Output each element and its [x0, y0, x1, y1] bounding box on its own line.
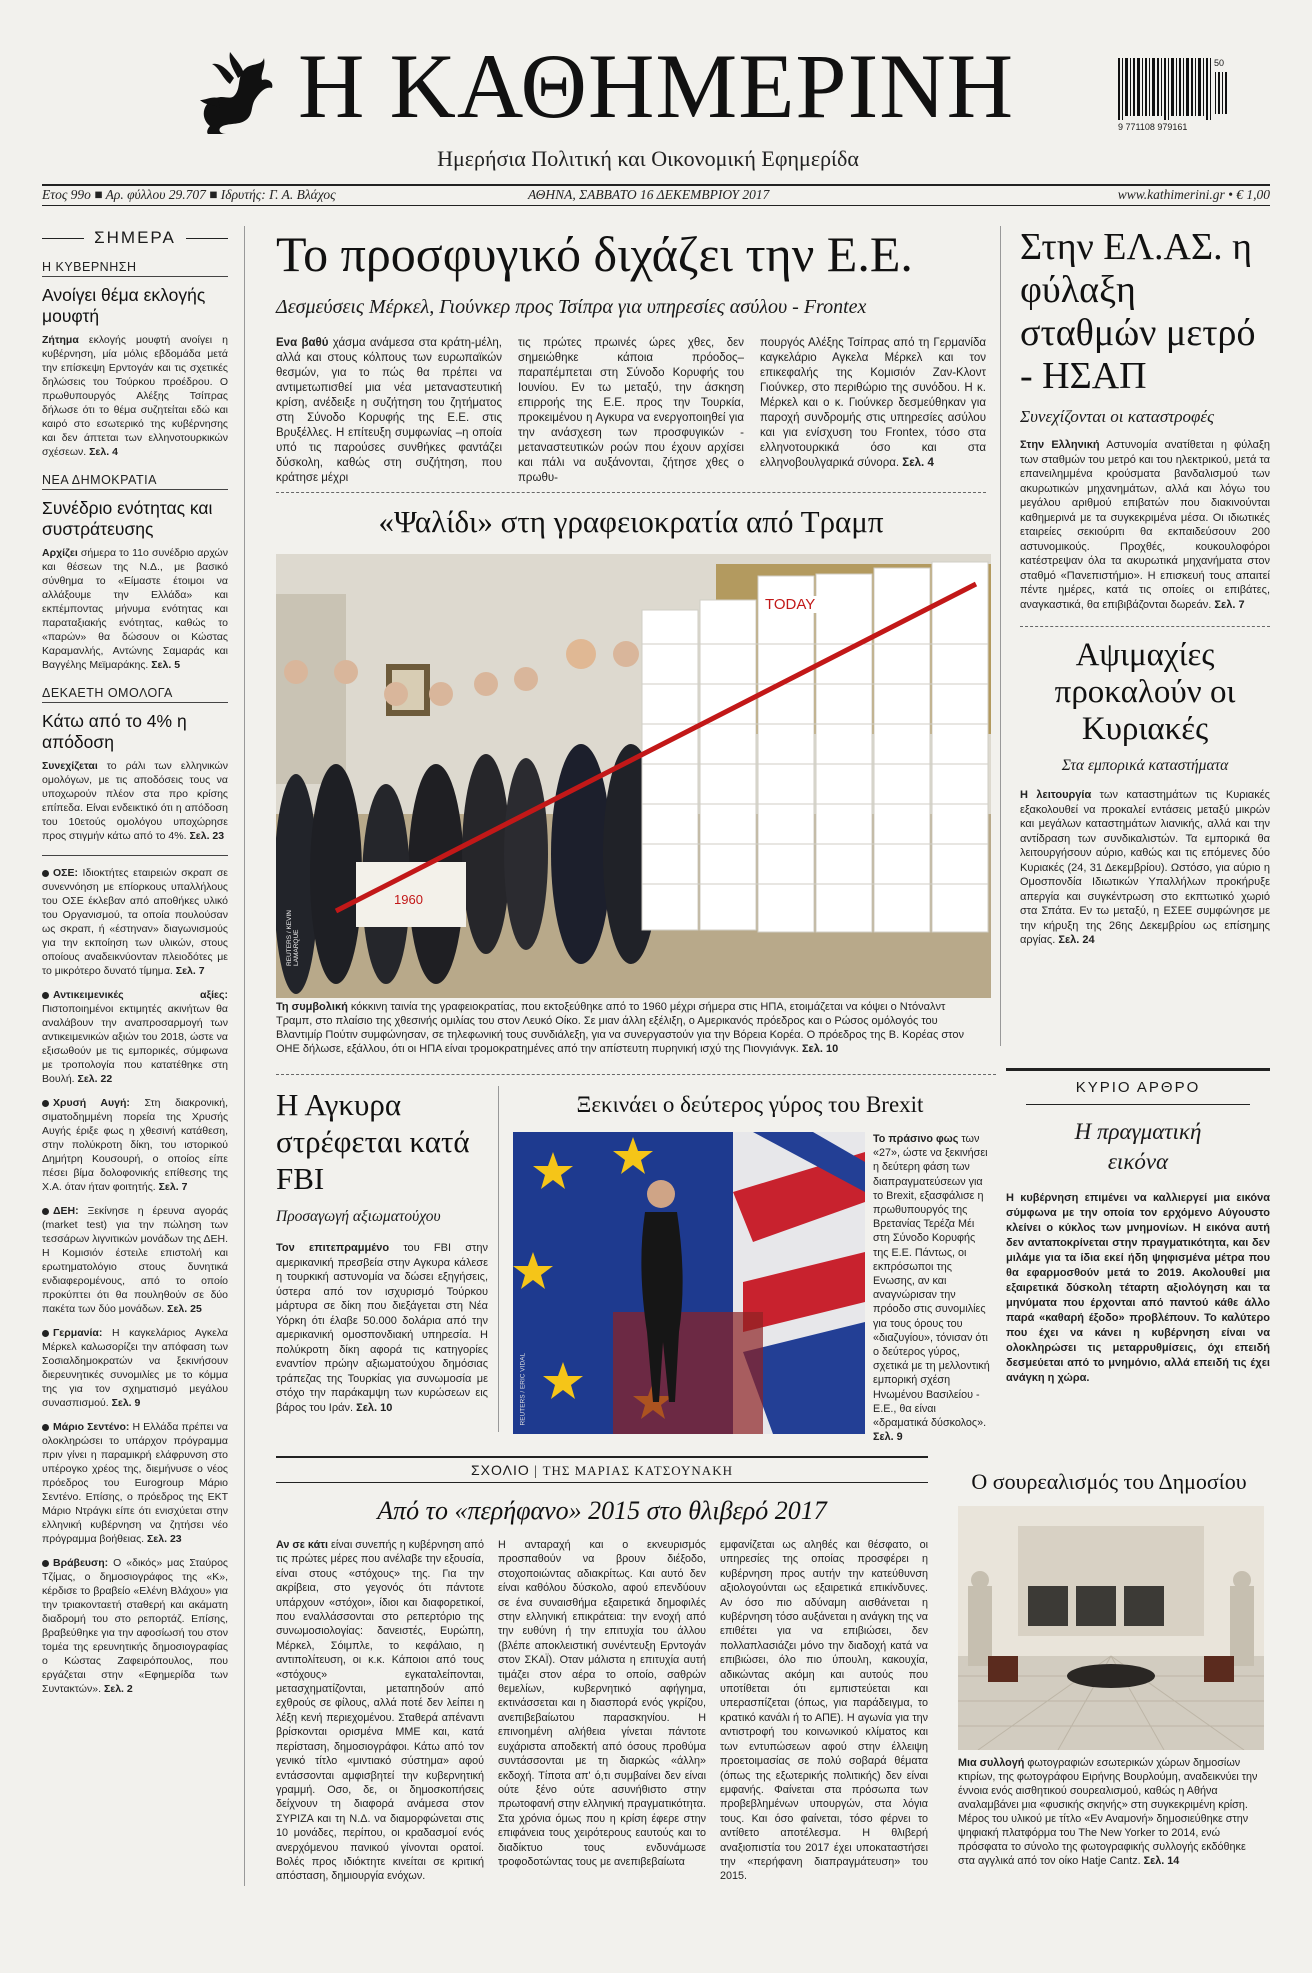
masthead-title: Η ΚΑΘΗΜΕΡΙΝΗ	[298, 35, 1015, 137]
brief-item[interactable]	[42, 988, 228, 1086]
comment-column	[498, 1538, 706, 1884]
sidebar-item[interactable]	[42, 686, 228, 843]
page-ref[interactable]: Σελ. 9	[873, 1431, 903, 1444]
brexit-lead: Το πράσινο φως	[873, 1133, 959, 1145]
ankara-lead: Τον επιτεπραμμένο	[276, 1242, 390, 1254]
sidebar-item-lead: Ζήτημα	[42, 334, 79, 346]
comment-lead: Αν σε κάτι	[276, 1539, 329, 1551]
bullet-icon	[42, 992, 49, 999]
page-ref[interactable]: Σελ. 25	[167, 1303, 202, 1315]
brief-text: Ιδιοκτήτες εταιρειών σκραπ σε συνεννόηση με επίορκους υπαλλήλους του ΟΣΕ έκλεβαν από αποθήκες υλικό του Οργανισμού, τα οποία πουλούσαν ως σκραπ, ή «έστηναν» διαγωνισμούς για την εκποίηση των υλικών, στους οποίους αναδεικνύονταν πλειοδότες με το μικρότερο δυνατό τίμημα.	[42, 867, 228, 977]
surrealism-photo-image	[958, 1506, 1264, 1750]
brexit-body: των «27», ώστε να ξεκινήσει η δεύτερη φάση των διαπραγματεύσεων για το Brexit, εξασφάλισε η πρωθυπουργός της Βρετανίας Τερέζα Μέι στη Σύνοδο Κορυφής της Ε.Ε. Πάντως, οι εκπρόσωποι της Ενωσης, αν και αναγνώρισαν την πρόοδο στις συνομιλίες για τους όρους του «διαζυγίου», τόνισαν ότι ο δεύτερος γύρος, σχετικά με τη μελλοντική εμπορική σχέση Ηνωμένου Βασιλείου - Ε.Ε., θα είναι «δραματικά δύσκολος».	[873, 1133, 990, 1430]
barcode-icon	[1118, 58, 1228, 124]
lead-headline[interactable]: Το προσφυγικό διχάζει την Ε.Ε.	[276, 226, 913, 282]
brief-lead: ΔΕΗ:	[53, 1205, 79, 1217]
page-ref[interactable]: Σελ. 4	[89, 446, 118, 458]
stack-label-1960: 1960	[394, 892, 423, 907]
brief-item[interactable]	[42, 1204, 228, 1316]
surrealism-photo[interactable]	[958, 1506, 1264, 1750]
brief-item[interactable]	[42, 1096, 228, 1194]
metro-body: Αστυνομία ανατίθεται η φύλαξη των σταθμών του μετρό και του ηλεκτρικού, μετά τα επανειλημμένα κρούσματα βανδαλισμού των ακυρωτικών μηχανημάτων, αλλά και λόγω του μεγάλου αριθμού επιβατών που διακινούνται καθημερινά με τα συγκεκριμένα μέσα. Οι ιδιωτικές εταιρείες σεκιούριτι θα εκπαιδεύσουν 200 αστυνομικούς. Προχθές, κουκουλοφόροι κατέστρεψαν όλα τα ακυρωτικά μηχανήματα στον σταθμό «Πανεπιστήμιο». Η επισκευή τους απαιτεί πέντε ημέρες, κατά τις οποίες οι επιβάτες, αναγκαστικά, θα επιβιβάζονται δωρεάν.	[1020, 439, 1270, 611]
comment-label: ΣΧΟΛΙΟ	[471, 1462, 530, 1478]
page-ref[interactable]: Σελ. 24	[1058, 934, 1095, 946]
masthead	[0, 0, 1312, 205]
comment-column	[720, 1538, 928, 1884]
brief-lead: Χρυσή Αυγή:	[53, 1097, 130, 1109]
brief-text: Ο «δικός» μας Σταύρος Τζίμας, ο δημοσιογράφος της «Κ», κέρδισε το βραβείο «Ελένη Βλάχου» για την τριακονταετή σταθερή και ακάματη διαδρομή του στο ρεπορτάζ. Επίσης, βραβεύθηκε για την αφοσίωσή του στον τομέα της ερευνητικής δημοσιογραφίας ο Κώστας Ζαφειρόπουλος, που εργάζεται στην «Εφημερίδα των Συντακτών».	[42, 1557, 228, 1695]
comment-author: ΤΗΣ ΜΑΡΙΑΣ ΚΑΤΣΟΥΝΑΚΗ	[542, 1463, 733, 1478]
bullet-icon	[42, 1424, 49, 1431]
brief-lead: Αντικειμενικές αξίες:	[53, 989, 228, 1001]
page-ref[interactable]: Σελ. 23	[146, 1533, 182, 1545]
surrealism-caption	[958, 1756, 1264, 1868]
metro-lead: Στην Ελληνική	[1020, 439, 1100, 451]
barcode	[1118, 58, 1236, 134]
lead-column	[276, 336, 502, 486]
page-ref[interactable]: Σελ. 7	[158, 1181, 188, 1193]
dateline: Ετος 99ο ■ Αρ. φύλλου 29.707 ■ Ιδρυτής: Γ. Α. Βλάχος ΑΘΗΝΑ, ΣΑΒΒΑΤΟ 16 ΔΕΚΕΜΒΡΙΟΥ 2017 www.kathimerini.gr • € 1,00	[42, 187, 1270, 202]
bullet-icon	[42, 1208, 49, 1215]
brexit-credit: REUTERS / ERIC VIDAL	[519, 1352, 527, 1426]
page-ref[interactable]: Σελ. 14	[1143, 1855, 1180, 1867]
brief-lead: Μάριο Σεντένο:	[53, 1421, 130, 1433]
caption-text: κόκκινη ταινία της γραφειοκρατίας, που εκτοξεύθηκε από το 1960 μέχρι σήμερα στις ΗΠΑ, ετοιμάζεται να κόψει ο Ντόναλντ Τραμπ, στο πλαίσιο της χθεσινής ομιλίας του στον Λευκό Οίκο. Σε μιαν άλλη εξέλιξη, ο Αμερικανός πρόεδρος και ο Ρώσος ομόλογός του Βλαντιμίρ Πούτιν συμφώνησαν, σε τηλεφωνική τους συνδιάλεξη, για να συνεργαστούν για την Βόρεια Κορέα. Ο πρόεδρος της Β. Κορέας στον ΟΗΕ δήλωσε, εξάλλου, ότι οι ΗΠΑ είναι τρομοκρατημένες από την απίστευτη πυρηνική ισχύ της Πιονγιάνγκ.	[276, 1001, 964, 1055]
sidebar-item-kicker: ΝΕΑ ΔΗΜΟΚΡΑΤΙΑ	[42, 473, 228, 490]
website-link[interactable]: www.kathimerini.gr	[1117, 187, 1225, 202]
sidebar-item-title[interactable]: Συνέδριο ενότητας και συστράτευσης	[42, 498, 213, 539]
comment-header: ΣΧΟΛΙΟ | ΤΗΣ ΜΑΡΙΑΣ ΚΑΤΣΟΥΝΑΚΗ	[471, 1462, 733, 1479]
lead-col-text: τις πρώτες πρωινές ώρες χθες, δεν σημειώθηκε κάποια πρόοδος– παραπέμπεται στη Σύνοδο Κορυφής του Ιουνίου. Εν τω μεταξύ, την άσκηση επιρροής της Ε.Ε. προς την Τουρκία, προκειμένου η Αγκυρα να ενεργοποιηθεί για την ανάσχεση των προσφυγικών - μεταναστευτικών ροών που έχουν αρχίσει και πάλι να αυξάνονται, ζήτησε χθες ο πρωθυ-	[518, 337, 744, 484]
ankara-headline[interactable]: Η Αγκυρα στρέφεται κατά FBI	[276, 1087, 470, 1196]
brief-text: Η καγκελάριος Αγκελα Μέρκελ καλωσορίζει την απόφαση των Σοσιαλδημοκρατών να ξεκινήσουν διερευνητικές συνομιλίες με το κόμμα της για τον σχηματισμό μεγάλου συνασπισμού.	[42, 1327, 228, 1409]
page-ref[interactable]: Σελ. 2	[103, 1683, 133, 1695]
barcode-issue: 50	[1214, 58, 1225, 68]
sundays-body: των καταστημάτων τις Κυριακές εξακολουθεί να προκαλεί εντάσεις μεταξύ μικρών και μεγάλων καταστημάτων λιανικής, αλλά και την αντίδραση των συνδικαλιστών. Τα εμπορικά θα λειτουργήσουν αύριο, καθώς και τις επόμενες δύο Κυριακές (24, 31 Δεκεμβρίου). Ωστόσο, για αύριο η Ομοσπονδία Ιδιωτικών Υπαλλήλων προκήρυξε απεργία και συγκέντρωση στο εκπτωτικό χωριό στα Σπάτα. Εν τω μεταξύ, η ΕΣΕΕ συμφώνησε με την κήρυξη της 26ης Δεκεμβρίου ως επίσημης αργίας.	[1020, 789, 1270, 946]
brief-text: Ξεκίνησε η έρευνα αγοράς (market test) για την πώληση των τεσσάρων λιγνιτικών μονάδων της ΔΕΗ. Η Κομισιόν έστειλε επιστολή και ερωτηματολόγιο στους δυνητικά ενδιαφερομένους, από το οποίο προκύπτει ότι θα πουληθούν σε δύο πακέτα των δύο μονάδων.	[42, 1205, 228, 1315]
sidebar-item-text: σήμερα το 11ο συνέδριο αρχών και θέσεων της Ν.Δ., με βασικό σύνθημα το «Είμαστε έτοιμοι να αλλάξουμε την Ελλάδα» και εκπέμποντας μήνυμα ενότητας και παραταξιακής ενότητας, καθώς το «παρών» θα δώσουν οι Κώστας Καραμανλής, Αντώνης Σαμαράς και Βαγγέλης Μεϊμαράκης.	[42, 547, 228, 671]
issue-number: Αρ. φύλλου 29.707	[105, 187, 206, 202]
page-ref[interactable]: Σελ. 23	[189, 830, 225, 842]
trump-photo[interactable]	[276, 554, 991, 998]
page-ref[interactable]: Σελ. 4	[902, 457, 934, 469]
sidebar-briefs	[42, 866, 228, 1696]
page-ref[interactable]: Σελ. 7	[1214, 598, 1245, 611]
brief-lead: ΟΣΕ:	[53, 867, 78, 879]
brexit-text	[873, 1132, 991, 1444]
brexit-headline[interactable]: Ξεκινάει ο δεύτερος γύρος του Brexit	[576, 1092, 924, 1117]
ankara-text	[276, 1241, 488, 1415]
photo-credit: REUTERS / KEVIN LAMARQUE	[286, 910, 300, 966]
sidebar-title: ΣΗΜΕΡΑ	[84, 228, 186, 248]
founder: Ιδρυτής: Γ. Α. Βλάχος	[220, 187, 336, 202]
surrealism-lead: Μια συλλογή	[958, 1757, 1025, 1769]
photo-caption	[276, 1000, 976, 1056]
brief-lead: Γερμανία:	[53, 1327, 103, 1339]
brief-item[interactable]	[42, 1326, 228, 1410]
editorial-box	[1006, 1068, 1270, 1431]
brief-text: Πιστοποιημένοι εκτιμητές ακινήτων θα αναλάβουν την αναπροσαρμογή των αντικειμενικών αξιών του 2018, ώστε να εξισωθούν με τις εμπορικές, σύμφωνα με τροπολογία που κατατέθηκε στη Βουλή.	[42, 1003, 228, 1085]
brexit-photo-image	[513, 1132, 865, 1434]
ankara-deck: Προσαγωγή αξιωματούχου	[276, 1208, 441, 1225]
comment-text: Η ανταραχή και ο εκνευρισμός προσπαθούν να βρουν διέξοδο, στοχοποιώντας αδιακρίτως. Και αυτό δεν είναι καθόλου δύσκολο, αφού επενδύουν σε ένα συναισθήμα εξαιρετικά δημοφιλές στην ελληνική επικράτεια: την ενοχή από την ευθύνη ή την επιτυχία του άλλου (βλέπε αποκλειστική συνέντευξη Ερντογάν στον ΣΚΑΪ). Οταν μάλιστα η επιτυχία αυτή τιμάζει στον αέρα το οποίο, σαθρών θεμελίων, κυβερνητικό αφήγημα, εκτινάσσεται και η διασπορά ενός γκρίζου, ανεπιβεβαίωτου παρασκηνίου. Η επινοημένη αλήθεια γίνεται πάντοτε ευχάριστα αποδεκτή από όσους προθύμα συντάσσονται με τη διαρκώς «άλλη» εκδοχή. Τίποτα απ' ό,τι συμβαίνει δεν είναι ούτε ξένο ούτε ασυνήθιστο στην πρωτοφανή στην ελληνική πραγματικότητα. Στα χρόνια όμως που η κρίση έφερε στην επιφάνεια τους χειρότερους εαυτούς και το διαδίκτυο τους ενδυνάμωσε τροφοδοτώντας τους με ανεπιβεβαίωτα	[498, 1539, 706, 1868]
sidebar-item-title[interactable]: Κάτω από το 4% η απόδοση	[42, 711, 187, 752]
page-ref[interactable]: Σελ. 10	[356, 1401, 393, 1414]
bullet-icon	[42, 1100, 49, 1107]
ankara-story	[276, 1086, 488, 1415]
ankara-body: του FBI στην αμερικανική πρεσβεία στην Αγκυρα κάλεσε η τουρκική αστυνομία να δώσει εξηγήσεις, ύστερα από τον ισχυρισμό Τούρκου μάρτυρα σε δίκη που διεξάγεται στη Νέα Υόρκη ότι έλαβε 50.000 δολάρια από την αμερικανική ομοσπονδιακή υπηρεσία. Η πολύκροτη δίκη αφορά τις κατηγορίες εναντίον πρώην αξιωματούχου δημόσιας τράπεζας της Τουρκίας για συνωμοσία με στόχο την παράκαμψη των κυρώσεων εις βάρος του Ιράν.	[276, 1242, 489, 1414]
sidebar-item-lead: Συνεχίζεται	[42, 760, 98, 772]
date: ΑΘΗΝΑ, ΣΑΒΒΑΤΟ 16 ΔΕΚΕΜΒΡΙΟΥ 2017	[528, 187, 770, 202]
comment-headline[interactable]: Από το «περήφανο» 2015 στο θλιβερό 2017	[377, 1496, 827, 1525]
year: Ετος 99ο	[42, 187, 91, 202]
trump-photo-image	[276, 554, 991, 998]
sundays-headline[interactable]: Αψιμαχίες προκαλούν οι Κυριακές	[1054, 637, 1236, 747]
page-ref[interactable]: Σελ. 7	[175, 965, 205, 977]
surrealism-headline[interactable]: Ο σουρεαλισμός του Δημοσίου	[971, 1469, 1247, 1494]
page-ref[interactable]: Σελ. 22	[77, 1073, 113, 1085]
brexit-photo[interactable]	[513, 1132, 865, 1434]
lead-story	[276, 226, 986, 496]
sidebar-item[interactable]	[42, 260, 228, 459]
comment-text: εμφανίζεται ως αληθές και θέσφατο, οι υπηρεσίες της οποίας προσφέρει η κυβέρνηση προς αυτήν την κατεύθυνση αξιολογούνται ως εξαιρετικά επικίνδυνες. Αν όσο πιο αδύναμη αισθάνεται η κυβέρνηση τόσο αυξάνεται η ανάγκη της να επιθέτει για να επιβιώσει, δεν πολλαπλασιάζει μόνο την διαδοχή κατά να επιβιώσει, όλο πιο ύπουλη, κακουχία, αδικώντας ακόμη και αυτούς που υποτίθεται ότι εμπιστεύεται και υπερασπίζεται (όπως, για παράδειγμα, το κρατικό κανάλι ή το ΑΠΕ). Η αγωνία για την αντιστροφή του κοινωνικού κλίματος και των εντυπώσεων αφού στην έλλειψη προετοιμασίας σε πολύ σοβαρά θέματα (όπως της εξωτερικής πολιτικής) δεν είναι εμφανής. Φαίνεται στα πρόσωπα των προβεβλημένων υπουργών, στα λόγια τους. Και όσο φαίνεται, τόσο φέρνει το αντίθετο αποτέλεσμα. Η θλιβερή αναξιοπιστία του 2017 έχει υποκαταστήσει την «περήφανη διαπραγμάτευση» του 2015.	[720, 1539, 928, 1883]
bullet-icon	[42, 1330, 49, 1337]
photo-headline[interactable]: «Ψαλίδι» στη γραφειοκρατία από Τραμπ	[378, 504, 884, 539]
lead-col-text: χάσμα ανάμεσα στα κράτη-μέλη, αλλά και στους κόλπους των ευρωπαϊκών θεσμών, για το πώς θα πρέπει να αντιμετωπισθεί μια νέα μεταναστευτική κρίση, ανέδειξε η συζήτηση του ζητήματος στη Σύνοδο Κορυφής της Ε.Ε. στις Βρυξέλλες. Η επίτευξη συμφωνίας –η οποία υπό τις παρούσες συνθήκες φαντάζει δύσκολη, καθώς στη συζήτηση, που κράτησε μέχρι	[276, 337, 502, 484]
stack-label-today: TODAY	[762, 596, 818, 613]
sidebar-item-text: εκλογής μουφτή ανοίγει η κυβέρνηση, μία μόλις εβδομάδα μετά την επίσκεψη Ερντογάν και τις σχετικές δηλώσεις του Τούρκου προέδρου. Ο πρωθυπουργός Αλέξης Τσίπρας δήλωσε ότι το θέμα συζητείται εδώ και καιρό στο εσωτερικό της κυβέρνησης και δεν άπτεται των ελληνοτουρκικών σχέσεων.	[42, 334, 228, 458]
sidebar-item-lead: Αρχίζει	[42, 547, 78, 559]
editorial-text: Η κυβέρνηση επιμένει να καλλιεργεί μια εικόνα σύμφωνα με την οποία τον ερχόμενο Αύγουστο κλείνει ο κύκλος των μνημονίων. Η εικόνα αυτή δεν ανταποκρίνεται στην πραγματικότητα, και δεν μιλάμε για τα ίδια εκεί ήδη ψηφισμένα μέτρα που θα εφαρμοσθούν μετά το 2019. Ακολουθεί μια εξαιρετικά δύσκολη τέταρτη αξιολόγηση και τα μηνύματα που έρχονται από παντού κάθε άλλο παρά «καθαρή έξοδο» προβλέπουν. Το καλύτερο που έχει να κάνει η κυβέρνηση είναι να ολοκληρώσει τις μεταρρυθμίσεις, όχι επειδή δεσμεύεται από το μνημόνιο, αλλά επειδή τις έχει ανάγκη η χώρα.	[1006, 1192, 1270, 1384]
metro-deck: Συνεχίζονται οι καταστροφές	[1020, 407, 1214, 426]
metro-text	[1020, 438, 1270, 612]
brief-lead: Βράβευση:	[53, 1557, 109, 1569]
lead-col-lead: Ενα βαθύ	[276, 337, 329, 349]
bullet-icon	[42, 1560, 49, 1567]
metro-headline[interactable]: Στην ΕΛ.ΑΣ. η φύλαξη σταθμών μετρό - ΗΣΑΠ	[1020, 226, 1256, 397]
bullet-icon	[42, 870, 49, 877]
comment-text: είναι συνεπής η κυβέρνηση από τις πρώτες μέρες που ανέλαβε την εξουσία, είναι στους «στόχους» της. Για την ακρίβεια, στο γεγονός ότι πάντοτε υπάρχουν «στόχοι», ίδιοι και διαφορετικοί, που εναλλάσσονται στο ρεπερτόριο της συνωμοσιολογίας: δανειστές, Ευρώπη, Μέρκελ, Σόιμπλε, το κεφάλαιο, η αντιπολίτευση, οι κ.κ. Κάποιοι από τους «στόχους» εγκαταλείπονται, μετασχηματίζονται, μεταπηδούν από εχθρούς σε φίλους, αλλά ποτέ δεν λείπει η λέξη κενή περιεχομένου. Σταθερά απέναντι βρίσκονται ορισμένα ΜΜΕ και, κατά περίσταση, δημοσιογράφοι. Κάτω από τον γενικό τίτλο «μιντιακό σύστημα» αφού εντάσσονται αμφισβητεί την κυβερνητική γραμμή. Οσο, δε, οι δημοσκοπήσεις δείχνουν τη διαφορά ανάμεσα στον ΣΥΡΙΖΑ και τη Ν.Δ. να διαμορφώνεται στις 10 μονάδες, περίπου, οι κραδασμοί ενός ανερχόμενου πανικού γίνονται ορατοί. Βολές προς ιδιόκτητε κινείται σε κριτική απόσταση, δημιουργία ενόχων.	[276, 1539, 484, 1883]
page-ref[interactable]: Σελ. 5	[151, 659, 181, 671]
page-ref[interactable]: Σελ. 10	[801, 1043, 839, 1055]
sidebar-item-text: το ράλι των ελληνικών ομολόγων, με τις αποδόσεις τους να υποχωρούν πλέον στα προ κρίσης επίπεδα. Είναι ενδεικτικό ότι η απόδοση του 10ετούς ομολόγου υποχώρησε προς στιγμήν κάτω από το 4%.	[42, 760, 228, 842]
brief-text: Στη διακρονική, σιματοδημμένη πορεία της Χρυσής Αυγής έριξε φως η χθεσινή κατάθεση, στην πολύκροτη δίκη, του ιστορικού Δημήτρη Κουσουρή, ο οποίος είπε πέσει βίμα δολοφονικής επίθεσης της Χ.Α. όταν ήταν φοιτητής.	[42, 1097, 228, 1193]
comment-column	[276, 1538, 484, 1884]
sidebar-item-kicker: ΔΕΚΑΕΤΗ ΟΜΟΛΟΓΑ	[42, 686, 228, 703]
sundays-lead: Η λειτουργία	[1020, 789, 1092, 801]
lead-column	[518, 336, 744, 486]
price: € 1,00	[1236, 187, 1270, 202]
brief-item[interactable]	[42, 866, 228, 978]
sidebar-item-kicker: Η ΚΥΒΕΡΝΗΣΗ	[42, 260, 228, 277]
surrealism-text: φωτογραφιών εσωτερικών χώρων δημοσίων κτιρίων, της φωτογράφου Ειρήνης Βουρλούμη, αναδεικνύει την έννοια ενός αισθητικού σουρεαλισμού, καθώς η Αθήνα αναλαμβάνει μια «φυσικής σκηνής» στη συγκεκριμένη κρίση. Μέρος του υλικού με τίτλο «Εν Αναμονή» δημοσιεύθηκε στην ψηφιακή πλατφόρμα του The New Yorker το 2014, ενώ πρόσφατα το σύνολο της φωτογραφικής συλλογής εκδόθηκε στα αγγλικά από τον οίκο Hatje Cantz.	[958, 1757, 1258, 1867]
masthead-subtitle: Ημερήσια Πολιτική και Οικονομική Εφημερίδα	[437, 146, 859, 171]
brief-item[interactable]	[42, 1420, 228, 1546]
sidebar	[42, 226, 228, 1886]
sidebar-item-title[interactable]: Ανοίγει θέμα εκλογής μουφτή	[42, 285, 206, 326]
brief-text: Η Ελλάδα πρέπει να ολοκληρώσει το υπάρχον πρόγραμμα πριν γίνει η παραμικρή ελάφρυνση στο υπέρογκο χρέος της, διεμήνυσε ο νέος πρόεδρος του Eurogroup Μάριο Σεντένο. Επίσης, ο πρόεδρος της ΕΚΤ Μάριο Ντράγκι είπε ότι ενισχύεται στην ελληνική κυβέρνηση να ζητήσει νέο πρόγραμμα βοήθειας.	[42, 1421, 228, 1545]
lead-column	[760, 336, 986, 486]
caption-lead: Τη συμβολική	[276, 1001, 348, 1013]
barcode-number: 9 771108 979161	[1118, 122, 1188, 132]
comment-body	[276, 1538, 928, 1884]
brief-item[interactable]	[42, 1556, 228, 1696]
sundays-deck: Στα εμπορικά καταστήματα	[1061, 757, 1229, 774]
griffin-logo-icon	[190, 48, 276, 136]
sidebar-header	[42, 226, 228, 254]
sundays-text	[1020, 788, 1270, 948]
editorial-headline[interactable]: Η πραγματική εικόνα	[1074, 1119, 1202, 1174]
editorial-label: ΚΥΡΙΟ ΑΡΘΡΟ	[1075, 1079, 1201, 1096]
sidebar-item[interactable]	[42, 473, 228, 672]
right-column	[1020, 226, 1270, 948]
lead-col-text: πουργός Αλέξης Τσίπρας από τη Γερμανίδα καγκελάριο Αγκελα Μέρκελ και τον επικεφαλής της Κομισιόν Ζαν-Κλοντ Γιούνκερ, στο περιθώριο της συνόδου. Η κ. Μέρκελ και ο κ. Γιούνκερ δεσμεύθηκαν για παροχή συνδρομής στις υπηρεσίες ασύλου και για ενίσχυση του Frontex, τόσο στα ελληνοτουρκικά όσο και στα ελληνοβουλγαρικά σύνορα.	[760, 337, 986, 469]
page-ref[interactable]: Σελ. 9	[111, 1397, 141, 1409]
lead-deck: Δεσμεύσεις Μέρκελ, Γιούνκερ προς Τσίπρα για υπηρεσίες ασύλου - Frontex	[276, 296, 867, 318]
